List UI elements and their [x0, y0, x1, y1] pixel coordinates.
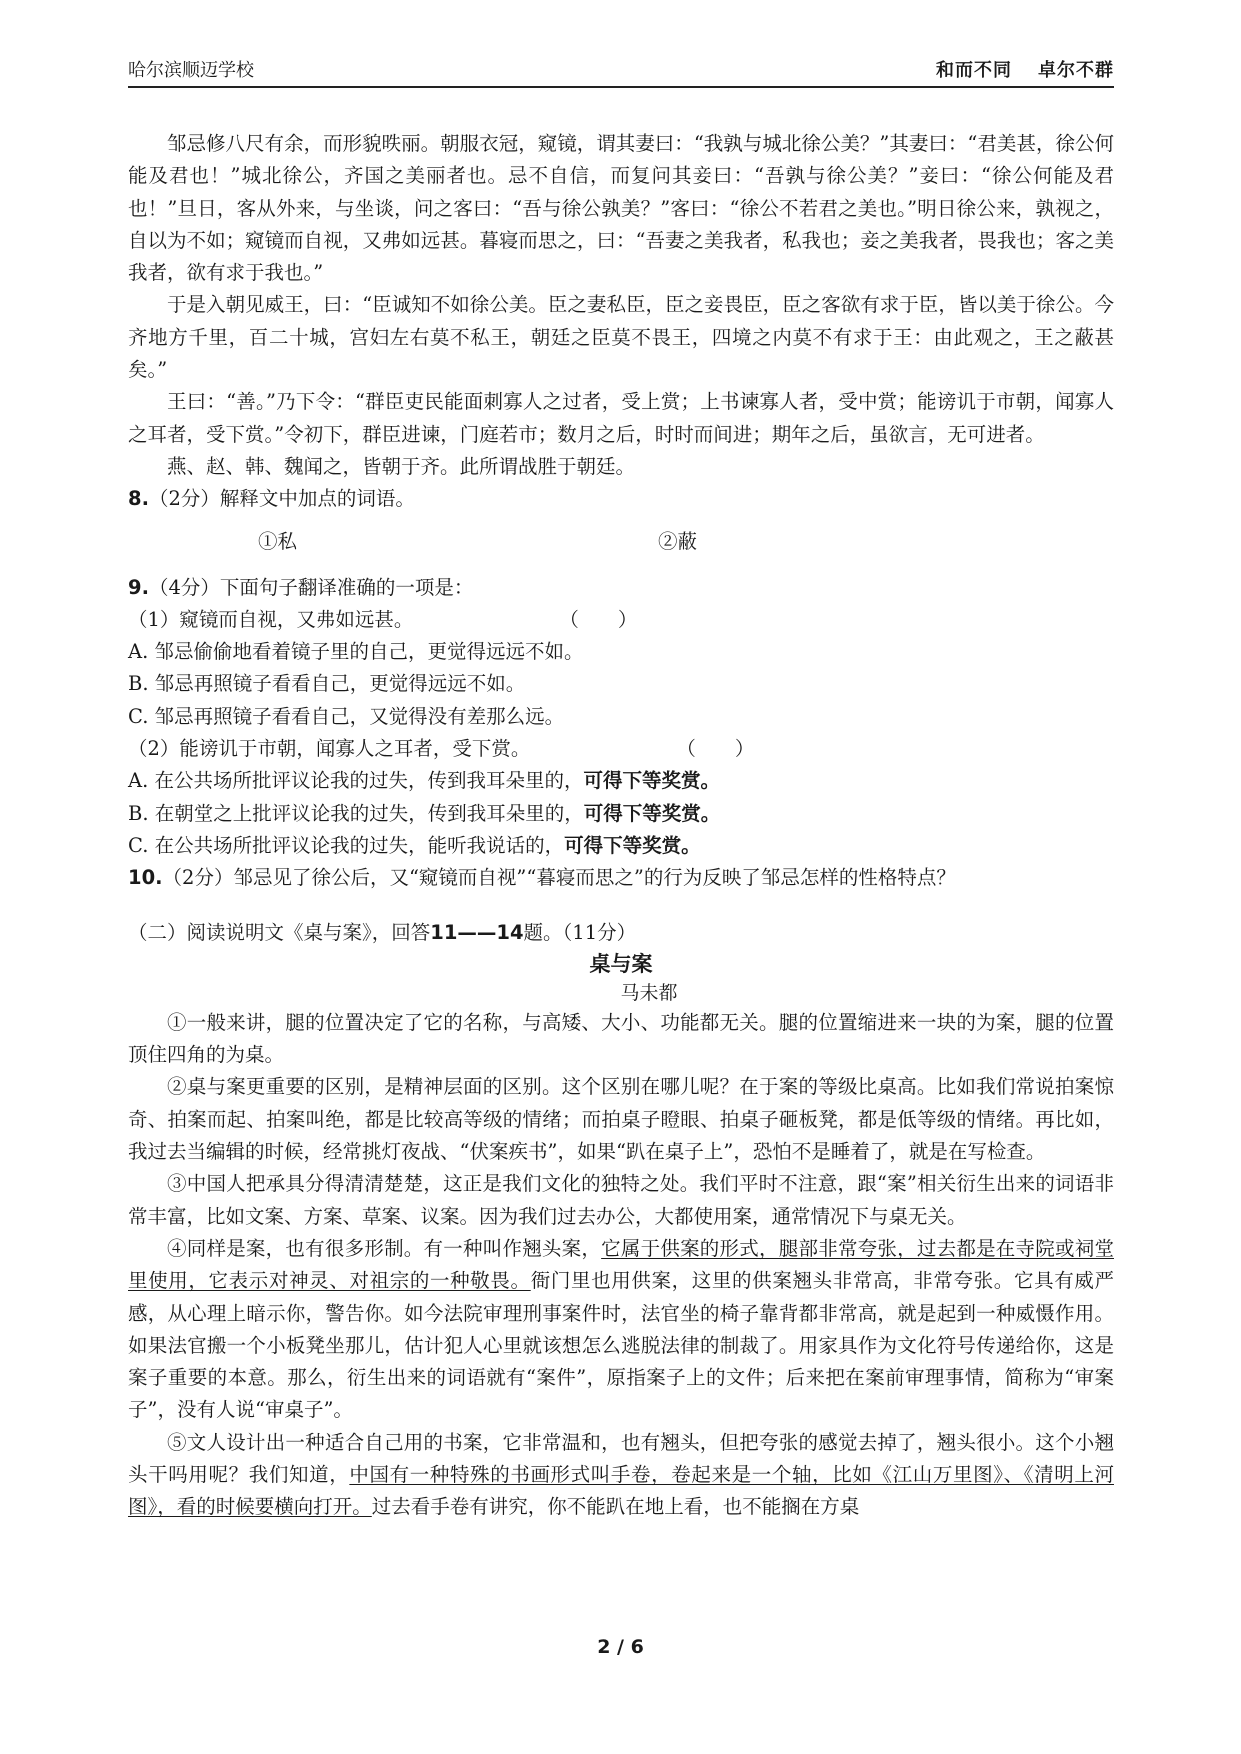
question-9: [128, 572, 1114, 863]
passage-paragraph-2: 于是入朝见威王，曰：“臣诚知不如徐公美。臣之妻私臣，臣之妾畏臣，臣之客欲有求于臣，皆以美于徐公。今齐地方千里，百二十城，宫妇左右莫不私王，朝廷之臣莫不畏王，四境之内莫不有求于王：由此观之，王之蔽甚矣。”: [128, 293, 1114, 382]
article-author: 马未都: [620, 981, 678, 1004]
passage-paragraph-1: 邹忌修八尺有余，而形貌昳丽。朝服衣冠，窥镜，谓其妻曰：“我孰与城北徐公美？”其妻曰：“君美甚，徐公何能及君也！”城北徐公，齐国之美丽者也。忌不自信，而复问其妾曰：“吾孰与徐公美？”妾曰：“徐公何能及君也！”旦日，客从外来，与坐谈，问之客曰：“吾与徐公孰美？”客曰：“徐公不若君之美也。”明日徐公来，孰视之，自以为不如；窥镜而自视，又弗如远甚。暮寝而思之，曰：“吾妻之美我者，私我也；妾之美我者，畏我也；客之美我者，欲有求于我也。”: [128, 132, 1114, 285]
question-8: [128, 483, 1114, 561]
page-content: [128, 128, 1114, 1524]
heading-range: 11——14: [430, 920, 524, 944]
article-paragraph-3: ③中国人把承具分得清清楚楚，这正是我们文化的独特之处。我们平时不注意，跟“案”相关衍生出来的词语非常丰富，比如文案、方案、草案、议案。因为我们过去办公，大都使用案，通常情况下与桌无关。: [128, 1172, 1114, 1228]
option-text: A. 在公共场所批评议论我的过失，传到我耳朵里的，: [128, 769, 584, 793]
option-text: B. 在朝堂之上批评议论我的过失，传到我耳朵里的，: [128, 801, 584, 825]
underlined-sentence: 它属于供案的形式，腿部非常夸张，过去都是在寺院或祠堂里使用，它表示对神灵、对祖宗的一种敬畏。: [128, 1236, 1114, 1293]
option-text-bold: 可得下等奖赏。: [564, 833, 701, 857]
answer-blank[interactable]: （ ）: [676, 737, 755, 761]
option-text: C. 在公共场所批评议论我的过失，能听我说话的，: [128, 833, 565, 857]
question-10: [128, 862, 1114, 894]
article-paragraph-5: [128, 1427, 1114, 1524]
word-item-2: ②蔽: [658, 529, 698, 553]
passage-paragraph-4: 燕、赵、韩、魏闻之，皆朝于齐。此所谓战胜于朝廷。: [167, 454, 636, 478]
school-name: 哈尔滨顺迈学校: [128, 60, 254, 81]
paragraph-text: ⑤文人设计出一种适合自己用的书案，它非常温和，也有翘头，但把夸张的感觉去掉了，翘头很小。这个小翘头干吗用呢？我们知道，: [128, 1430, 1114, 1486]
sub-question-2: （2）能谤讥于市朝，闻寡人之耳者，受下赏。: [128, 737, 531, 761]
heading-text: （二）阅读说明文《桌与案》，回答: [128, 920, 431, 944]
school-motto: [936, 56, 1114, 82]
question-number: 10.: [128, 866, 163, 890]
underlined-sentence: 中国有一种特殊的书画形式叫手卷，卷起来是一个轴，比如《江山万里图》、《清明上河图》，看的时候要横向打开。: [128, 1462, 1114, 1519]
page-header: [128, 56, 1114, 88]
question-text: （4分）下面句子翻译准确的一项是：: [148, 575, 474, 599]
passage-paragraph-3: 王曰：“善。”乃下令：“群臣吏民能面刺寡人之过者，受上赏；上书谏寡人者，受中赏；能谤讥于市朝，闻寡人之耳者，受下赏。”令初下，群臣进谏，门庭若市；数月之后，时时而间进；期年之后，虽欲言，无可进者。: [128, 390, 1114, 446]
answer-blank[interactable]: （ ）: [559, 607, 638, 631]
sub-question-1: （1）窥镜而自视，又弗如远甚。: [128, 607, 414, 631]
option-b: B. 邹忌再照镜子看看自己，更觉得远远不如。: [128, 672, 526, 696]
article-paragraph-4: [128, 1233, 1114, 1427]
question-number: 8.: [128, 487, 149, 511]
section-2: [128, 917, 1114, 1524]
article-title: 桌与案: [589, 951, 653, 976]
paragraph-text: ④同样是案，也有很多形制。有一种叫作翘头案，: [167, 1236, 602, 1260]
question-text: （2分）邹忌见了徐公后，又“窥镜而自视”“暮寝而思之”的行为反映了邹忌怎样的性格特点？: [162, 866, 956, 890]
section-heading: [128, 917, 1114, 949]
option-a: A. 邹忌偷偷地看着镜子里的自己，更觉得远远不如。: [128, 640, 584, 664]
option-text-bold: 可得下等奖赏。: [583, 801, 721, 825]
question-8-items: [128, 522, 1114, 562]
option-b: [128, 798, 1114, 830]
page-number: 2 / 6: [597, 1636, 644, 1658]
motto-part-2: 卓尔不群: [1038, 60, 1114, 81]
option-text-bold: 可得下等奖赏。: [583, 769, 720, 793]
classical-passage: [128, 128, 1114, 483]
word-item-1: ①私: [258, 529, 298, 553]
question-text: （2分）解释文中加点的词语。: [148, 487, 415, 511]
option-a: [128, 765, 1114, 797]
article-paragraph-1: ①一般来讲，腿的位置决定了它的名称，与高矮、大小、功能都无关。腿的位置缩进来一块的为案，腿的位置顶住四角的为桌。: [128, 1010, 1114, 1067]
question-number: 9.: [128, 575, 149, 599]
option-c: C. 邹忌再照镜子看看自己，又觉得没有差那么远。: [128, 704, 565, 728]
article-paragraph-2: ②桌与案更重要的区别，是精神层面的区别。这个区别在哪儿呢？在于案的等级比桌高。比如我们常说拍案惊奇、拍案而起、拍案叫绝，都是比较高等级的情绪；而拍桌子瞪眼、拍桌子砸板凳，都是低等级的情绪。再比如，我过去当编辑的时候，经常挑灯夜战、“伏案疾书”，如果“趴在桌子上”，恐怕不是睡着了，就是在写检查。: [128, 1075, 1114, 1164]
motto-part-1: 和而不同: [936, 60, 1012, 81]
heading-score: 题。（11分）: [523, 920, 637, 944]
paragraph-text: 衙门里也用供案，这里的供案翘头非常高，非常夸张。它具有威严感，从心理上暗示你，警告你。如今法院审理刑事案件时，法官坐的椅子靠背都非常高，就是起到一种威慑作用。如果法官搬一个小板凳坐那儿，估计犯人心里就该想怎么逃脱法律的制裁了。用家具作为文化符号传递给你，这是案子重要的本意。那么，衍生出来的词语就有“案件”，原指案子上的文件；后来把在案前审理事情，简称为“审案子”，没有人说“审桌子”。: [128, 1269, 1114, 1422]
option-c: [128, 830, 1114, 862]
paragraph-text: 过去看手卷有讲究，你不能趴在地上看，也不能搁在方桌: [371, 1495, 860, 1519]
